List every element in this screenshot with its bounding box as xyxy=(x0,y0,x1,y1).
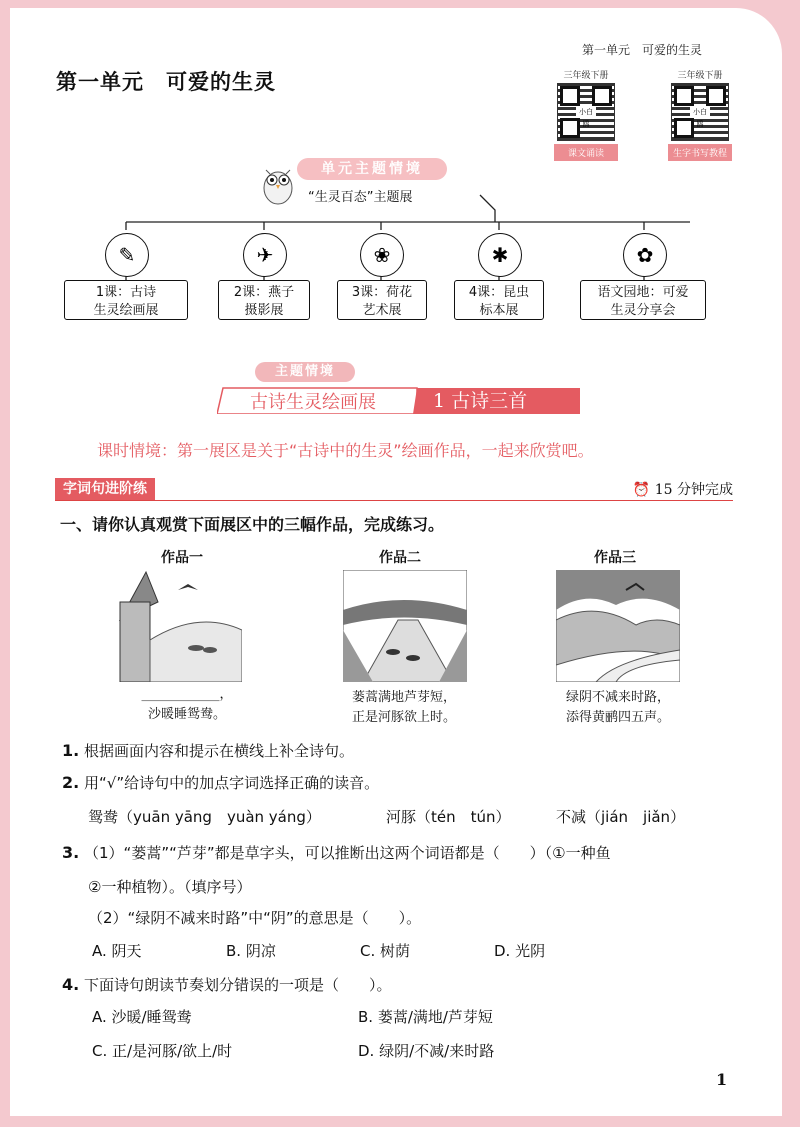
theme-node-1 xyxy=(64,280,188,320)
theme-node-3 xyxy=(337,280,427,320)
lesson-left-title: 古诗生灵绘画展 xyxy=(250,392,376,413)
qr-button[interactable]: 生字书写教程 xyxy=(668,144,732,161)
question-number: 4. xyxy=(62,975,80,994)
poem-line: 添得黄鹂四五声。 xyxy=(565,710,670,725)
lesson-tag: 主题情境 xyxy=(255,362,355,382)
node-line: 生灵分享会 xyxy=(610,303,676,318)
qr-label: 三年级下册 xyxy=(677,71,723,81)
q3-option-a[interactable]: A. 阴天 xyxy=(92,942,142,960)
work-title-1: 作品一 xyxy=(161,550,203,566)
q3-option-b[interactable]: B. 阴凉 xyxy=(226,942,276,960)
clock-icon: ⏰ xyxy=(632,482,651,498)
lesson-scene: 课时情境：第一展区是关于“古诗中的生灵”绘画作品，一起来欣赏吧。 xyxy=(97,441,594,460)
q2-option-1[interactable]: 鸳鸯（yuān yāng yuàn yáng） xyxy=(88,808,321,826)
node-line: 标本展 xyxy=(479,303,519,318)
node-line: 生灵绘画展 xyxy=(93,303,159,318)
poem-1 xyxy=(122,685,252,725)
question-number: 1. xyxy=(62,741,80,760)
question-text: 下面诗句朗读节奏划分错误的一项是（ ）。 xyxy=(84,976,392,994)
poem-line: 正是河豚欲上时。 xyxy=(351,710,456,725)
question-3a xyxy=(62,842,611,863)
node-line: 摄影展 xyxy=(244,303,284,318)
node-line: 1课：古诗 xyxy=(95,285,157,300)
node-line: 2课：燕子 xyxy=(233,285,295,300)
node-line: 艺术展 xyxy=(362,303,402,318)
poem-2 xyxy=(334,688,474,728)
node-icon-lotus: ❀ xyxy=(360,233,404,277)
question-2 xyxy=(62,772,379,793)
question-3a-cont: ②一种植物）。（填序号） xyxy=(88,878,252,896)
painting-ducks xyxy=(118,570,242,682)
exercise-title: 一、请你认真观赏下面展区中的三幅作品，完成练习。 xyxy=(60,515,445,534)
question-text: （1）“蒌蒿”“芦芽”都是草字头，可以推断出这两个词语都是（ ）（①一种鱼 xyxy=(84,844,611,862)
q3-option-c[interactable]: C. 树荫 xyxy=(360,942,411,960)
q2-option-2[interactable]: 河豚（tén tún） xyxy=(386,808,511,826)
poem-line: 蒌蒿满地芦芽短， xyxy=(351,690,456,705)
question-text: 根据画面内容和提示在横线上补全诗句。 xyxy=(84,742,355,760)
q4-option-d[interactable]: D. 绿阴/不减/来时路 xyxy=(358,1042,495,1060)
qr-center-text: 小白鸥 xyxy=(576,106,596,118)
work-title-3: 作品三 xyxy=(594,550,636,566)
question-number: 3. xyxy=(62,843,80,862)
theme-node-4 xyxy=(454,280,544,320)
question-text: 用“√”给诗句中的加点字词选择正确的读音。 xyxy=(84,774,380,792)
question-4 xyxy=(62,974,392,995)
question-number: 2. xyxy=(62,773,80,792)
node-line: 4课：昆虫 xyxy=(468,285,530,300)
timer xyxy=(633,479,733,499)
qr-label: 三年级下册 xyxy=(563,71,609,81)
timer-text: 15 分钟完成 xyxy=(654,482,733,498)
owl-mascot-icon xyxy=(258,160,298,206)
section-bar xyxy=(55,478,733,501)
node-icon-swallow: ✈ xyxy=(243,233,287,277)
q4-option-b[interactable]: B. 蒌蒿/满地/芦芽短 xyxy=(358,1008,493,1026)
qr-center-text: 小白鸥 xyxy=(690,106,710,118)
node-icon-insect: ✱ xyxy=(478,233,522,277)
theme-banner: 单元主题情境 xyxy=(297,158,447,180)
node-icon-poem: ✎ xyxy=(105,233,149,277)
qr-button[interactable]: 课文诵读 xyxy=(554,144,618,161)
running-head: 第一单元 可爱的生灵 xyxy=(582,43,703,57)
poem-blank-line[interactable]: ____________， xyxy=(141,687,233,702)
painting-river xyxy=(343,570,467,682)
q4-option-c[interactable]: C. 正/是河豚/欲上/时 xyxy=(92,1042,233,1060)
theme-node-5 xyxy=(580,280,706,320)
lesson-right-title: 1 古诗三首 xyxy=(433,390,528,412)
q4-option-a[interactable]: A. 沙暖/睡鸳鸯 xyxy=(92,1008,192,1026)
painting-forest-path xyxy=(556,570,680,682)
unit-title: 第一单元 可爱的生灵 xyxy=(56,70,276,94)
q2-option-3[interactable]: 不减（jián jiǎn） xyxy=(556,808,686,826)
node-line: 3课：荷花 xyxy=(351,285,413,300)
page-number: 1 xyxy=(716,1070,728,1089)
work-title-2: 作品二 xyxy=(379,550,421,566)
poem-line: 沙暖睡鸳鸯。 xyxy=(147,707,226,722)
poem-3 xyxy=(548,688,688,728)
node-line: 语文园地：可爱 xyxy=(597,285,689,300)
question-3b: （2）“绿阴不减来时路”中“阴”的意思是（ ）。 xyxy=(88,909,422,927)
section-tag: 字词句进阶练 xyxy=(55,478,155,500)
poem-line: 绿阴不减来时路， xyxy=(565,690,670,705)
q3-option-d[interactable]: D. 光阴 xyxy=(494,942,546,960)
theme-node-2 xyxy=(218,280,310,320)
theme-subtitle: “生灵百态”主题展 xyxy=(308,190,413,205)
question-1 xyxy=(62,740,354,761)
node-icon-share: ✿ xyxy=(623,233,667,277)
